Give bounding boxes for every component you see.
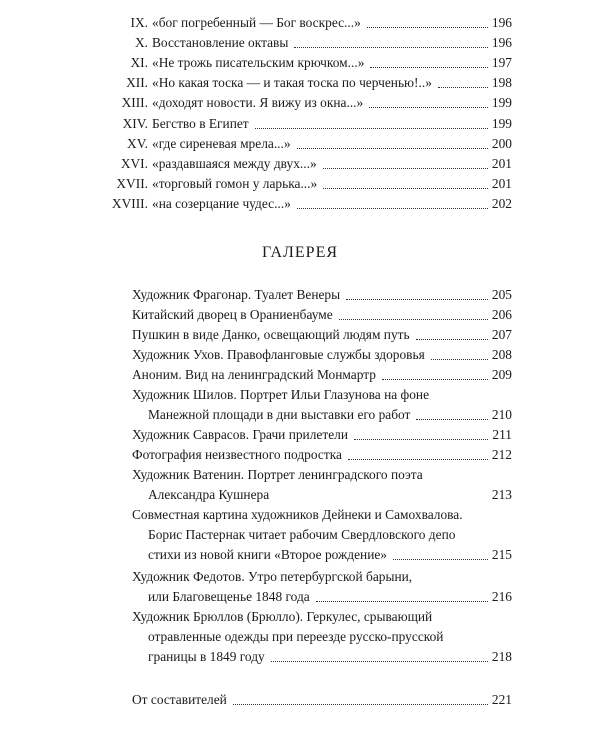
page-number: 201 (491, 176, 512, 191)
toc-row-xviii (102, 195, 512, 213)
leader-dots (438, 87, 488, 88)
leader-dots (370, 67, 488, 68)
gallery-item (148, 588, 512, 606)
chapter-number: XV. (127, 136, 148, 151)
leader-dots (339, 319, 488, 320)
gallery-item-title: Художник Саврасов. Грачи прилетели (132, 427, 348, 442)
page-number: 199 (491, 95, 512, 110)
gallery-item-title: Художник Брюллов (Брюлло). Геркулес, срывающий (132, 609, 433, 624)
leader-dots (323, 168, 488, 169)
page-number: 206 (491, 307, 512, 322)
gallery-item-title: Художник Шилов. Портрет Ильи Глазунова на фоне (132, 387, 430, 402)
page-number: 197 (491, 55, 512, 70)
chapter-number: XII. (126, 75, 148, 90)
gallery-item-title: Художник Фрагонар. Туалет Венеры (132, 287, 341, 302)
gallery-item (132, 326, 512, 344)
page-number: 211 (492, 427, 512, 442)
toc-row-xii (102, 74, 512, 92)
leader-dots (323, 188, 488, 189)
leader-dots (431, 359, 488, 360)
chapter-title: «Не трожь писательским крючком...» (152, 55, 365, 70)
afterword-row (132, 691, 512, 709)
gallery-item (132, 366, 512, 384)
leader-dots (271, 661, 488, 662)
chapter-number: XIV. (122, 116, 148, 131)
gallery-item-title-cont: или Благовещенье 1848 года (148, 589, 310, 604)
page-number: 196 (491, 35, 512, 50)
chapter-number: XVI. (120, 156, 148, 171)
gallery-item-title-cont: Манежной площади в дни выставки его работ (148, 407, 411, 422)
page-number: 200 (491, 136, 512, 151)
leader-dots (233, 704, 488, 705)
page-number: 218 (491, 649, 512, 664)
chapter-title: Восстановление октавы (152, 35, 289, 50)
gallery-item (132, 426, 512, 444)
chapter-title: «бог погребенный — Бог воскрес...» (152, 15, 361, 30)
chapter-number: XVIII. (111, 196, 148, 211)
page-number: 212 (491, 447, 512, 462)
gallery-item (148, 648, 512, 666)
toc-row-xiii (102, 94, 512, 112)
leader-dots (255, 128, 488, 129)
page-number: 210 (491, 407, 512, 422)
gallery-item-title: Художник Ухов. Правофланговые службы здоровья (132, 347, 425, 362)
toc-row-xvii (102, 175, 512, 193)
leader-gap (275, 499, 488, 500)
page-number: 202 (491, 196, 512, 211)
leader-dots (354, 439, 488, 440)
chapter-title: «где сиреневая мрела...» (152, 136, 291, 151)
gallery-item (132, 446, 512, 464)
toc-row-xv (102, 135, 512, 153)
page-number: 205 (491, 287, 512, 302)
page-number: 201 (491, 156, 512, 171)
leader-dots (316, 601, 488, 602)
gallery-item-title-cont: Борис Пастернак читает рабочим Свердловского депо (148, 527, 456, 542)
gallery-item (132, 346, 512, 364)
toc-row-xiv (102, 115, 512, 133)
gallery-item-title: Художник Ватенин. Портрет ленинградского поэта (132, 467, 423, 482)
page-number: 196 (491, 15, 512, 30)
leader-dots (367, 27, 488, 28)
page-number: 208 (491, 347, 512, 362)
leader-dots (369, 107, 488, 108)
chapter-number: IX. (130, 15, 148, 30)
chapter-title: «на созерцание чудес...» (152, 196, 291, 211)
chapter-title: «торговый гомон у ларька...» (152, 176, 318, 191)
chapter-number: XIII. (121, 95, 148, 110)
gallery-item-title-cont: отравленные одежды при переезде русско-прусской (148, 629, 444, 644)
page-number: 215 (491, 547, 512, 562)
afterword-title: От составителей (132, 692, 227, 707)
gallery-item-title: Совместная картина художников Дейнеки и Самохвалова. (132, 507, 463, 522)
chapter-number: X. (134, 35, 148, 50)
leader-dots (297, 208, 488, 209)
gallery-item (148, 406, 512, 424)
toc-row-xi (102, 54, 512, 72)
toc-row-ix (102, 14, 512, 32)
gallery-item-title-cont: Александра Кушнера (148, 487, 270, 502)
leader-dots (294, 47, 488, 48)
leader-dots (382, 379, 488, 380)
chapter-number: XVII. (116, 176, 148, 191)
chapter-number: XI. (130, 55, 148, 70)
page-number: 216 (491, 589, 512, 604)
leader-dots (346, 299, 488, 300)
gallery-item-title: Китайский дворец в Ораниенбауме (132, 307, 333, 322)
gallery-item (132, 286, 512, 304)
gallery-item (148, 546, 512, 564)
page-number: 199 (491, 116, 512, 131)
page-number: 213 (491, 487, 512, 502)
gallery-item-title: Художник Федотов. Утро петербургской барыни, (132, 569, 413, 584)
gallery-heading: ГАЛЕРЕЯ (261, 244, 339, 261)
chapter-title: «доходят новости. Я вижу из окна...» (152, 95, 364, 110)
toc-row-x (102, 34, 512, 52)
page-number: 209 (491, 367, 512, 382)
leader-dots (348, 459, 488, 460)
gallery-item (148, 486, 512, 504)
gallery-item-title-cont: стихи из новой книги «Второе рождение» (148, 547, 387, 562)
leader-dots (416, 339, 488, 340)
gallery-item-title: Аноним. Вид на ленинградский Монмартр (132, 367, 376, 382)
page-number: 221 (491, 692, 512, 707)
gallery-item-title-cont: границы в 1849 году (148, 649, 265, 664)
gallery-item-title: Фотография неизвестного подростка (132, 447, 342, 462)
gallery-item (132, 306, 512, 324)
leader-dots (393, 559, 488, 560)
chapter-title: Бегство в Египет (152, 116, 249, 131)
chapter-title: «раздавшаяся между двух...» (152, 156, 317, 171)
page-number: 198 (491, 75, 512, 90)
toc-row-xvi (102, 155, 512, 173)
leader-dots (416, 419, 488, 420)
page-number: 207 (491, 327, 512, 342)
leader-dots (297, 148, 488, 149)
gallery-item-title: Пушкин в виде Данко, освещающий людям путь (132, 327, 410, 342)
chapter-title: «Но какая тоска — и такая тоска по черченью!..» (152, 75, 432, 90)
